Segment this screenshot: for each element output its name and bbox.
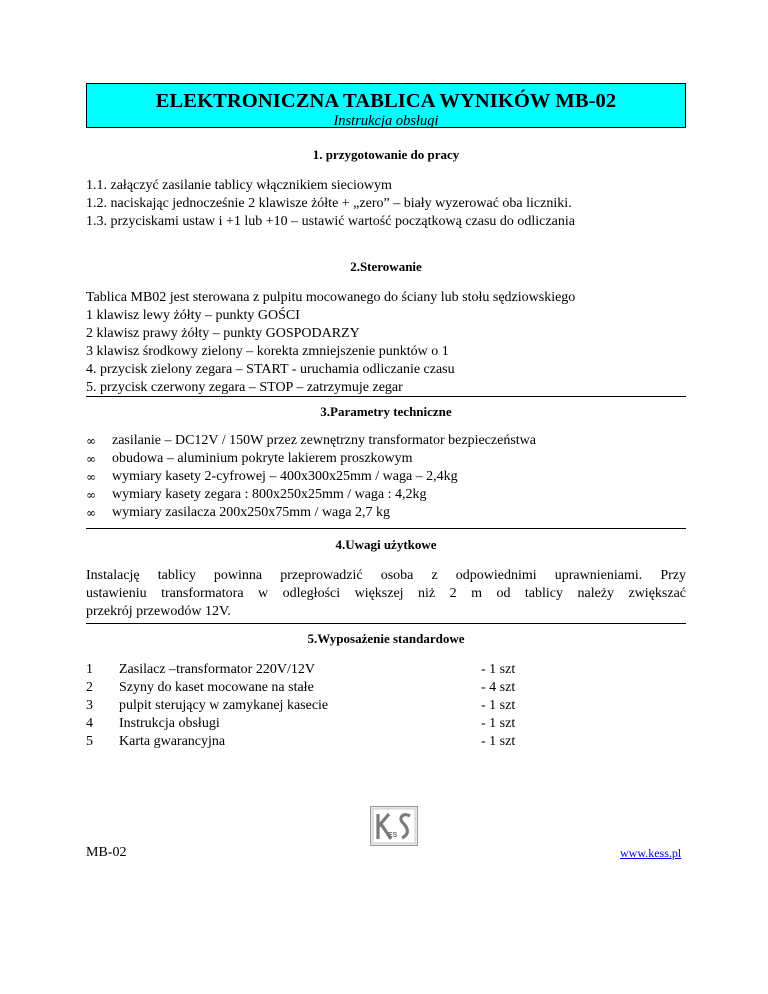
svg-text:ES: ES xyxy=(388,832,398,839)
document-subtitle: Instrukcja obsługi xyxy=(333,113,439,129)
equipment-table xyxy=(86,661,515,751)
section-4-heading: 4.Uwagi użytkowe xyxy=(335,537,437,552)
row-item: pulpit sterujący w zamykanej kasecie xyxy=(119,698,329,713)
row-qty: - 1 szt xyxy=(481,698,516,713)
kess-logo xyxy=(370,806,418,846)
section-3-heading: 3.Parametry techniczne xyxy=(320,404,452,419)
table-row xyxy=(86,715,515,733)
list-item: ∞ obudowa – aluminium pokryte lakierem proszkowym xyxy=(86,451,413,466)
row-item: Zasilacz –transformator 220V/12V xyxy=(119,662,315,677)
list-item: ∞ zasilanie – DC12V / 150W przez zewnętrzny transformator bezpieczeństwa xyxy=(86,433,536,448)
row-number: 1 xyxy=(86,662,93,677)
section-1-line: 1.2. naciskając jednocześnie 2 klawisze żółte + „zero” – biały wyzerować oba liczniki. xyxy=(86,196,572,211)
row-item: Instrukcja obsługi xyxy=(119,716,220,731)
row-qty: - 1 szt xyxy=(481,662,516,677)
infinity-bullet-icon: ∞ xyxy=(86,488,96,502)
infinity-bullet-icon: ∞ xyxy=(86,452,96,466)
infinity-bullet-icon: ∞ xyxy=(86,506,96,520)
section-2-line: 1 klawisz lewy żółty – punkty GOŚCI xyxy=(86,308,300,323)
section-2-line: Tablica MB02 jest sterowana z pulpitu mocowanego do ściany lub stołu sędziowskiego xyxy=(86,290,576,305)
row-item: Karta gwarancyjna xyxy=(119,734,226,749)
section-2-line: 3 klawisz środkowy zielony – korekta zmniejszenie punktów o 1 xyxy=(86,344,449,359)
section-1-body xyxy=(86,177,686,231)
section-2-line: 2 klawisz prawy żółty – punkty GOSPODARZY xyxy=(86,326,360,341)
list-item: ∞ wymiary zasilacza 200x250x75mm / waga 2,7 kg xyxy=(86,505,390,520)
list-item: ∞ wymiary kasety 2-cyfrowej – 400x300x25mm / waga – 2,4kg xyxy=(86,469,458,484)
infinity-bullet-icon: ∞ xyxy=(86,434,96,448)
row-item: Szyny do kaset mocowane na stałe xyxy=(119,680,314,695)
params-list xyxy=(86,432,536,522)
document-title: ELEKTRONICZNA TABLICA WYNIKÓW MB-02 xyxy=(155,90,617,112)
section-2-line: 5. przycisk czerwony zegara – STOP – zatrzymuje zegar xyxy=(86,380,403,395)
infinity-bullet-icon: ∞ xyxy=(86,470,96,484)
footer-website-link[interactable]: www.kess.pl xyxy=(620,846,682,860)
table-row xyxy=(86,733,515,751)
section-2-body xyxy=(86,289,686,397)
section-1-line: 1.3. przyciskami ustaw i +1 lub +10 – ustawić wartość początkową czasu do odliczania xyxy=(86,214,575,229)
section-4-line: przekrój przewodów 12V. xyxy=(86,604,231,619)
section-1-heading: 1. przygotowanie do pracy xyxy=(312,147,460,162)
row-number: 3 xyxy=(86,698,93,713)
row-qty: - 4 szt xyxy=(481,680,516,695)
section-divider xyxy=(86,623,686,624)
section-1-line: 1.1. załączyć zasilanie tablicy włącznikiem sieciowym xyxy=(86,178,392,193)
section-5-heading: 5.Wyposażenie standardowe xyxy=(307,631,465,646)
section-4-line: Instalację tablicy powinna przeprowadzić osoba z odpowiednimi uprawnieniami. Przy xyxy=(86,568,686,583)
table-row xyxy=(86,679,515,697)
footer-model: MB-02 xyxy=(86,845,127,860)
section-2-heading: 2.Sterowanie xyxy=(350,259,422,274)
section-divider xyxy=(86,396,686,397)
table-row xyxy=(86,661,515,679)
section-2-line: 4. przycisk zielony zegara – START - uruchamia odliczanie czasu xyxy=(86,362,455,377)
list-item: ∞ wymiary kasety zegara : 800x250x25mm / waga : 4,2kg xyxy=(86,487,427,502)
section-4-body xyxy=(86,567,686,621)
table-row xyxy=(86,697,515,715)
row-number: 4 xyxy=(86,716,93,731)
row-qty: - 1 szt xyxy=(481,734,516,749)
title-box xyxy=(86,83,686,128)
section-divider xyxy=(86,528,686,529)
row-number: 5 xyxy=(86,734,93,749)
row-number: 2 xyxy=(86,680,93,695)
section-4-line: ustawieniu transformatora w odległości większej niż 2 m od tablicy należy zwiększać xyxy=(86,586,686,601)
row-qty: - 1 szt xyxy=(481,716,516,731)
